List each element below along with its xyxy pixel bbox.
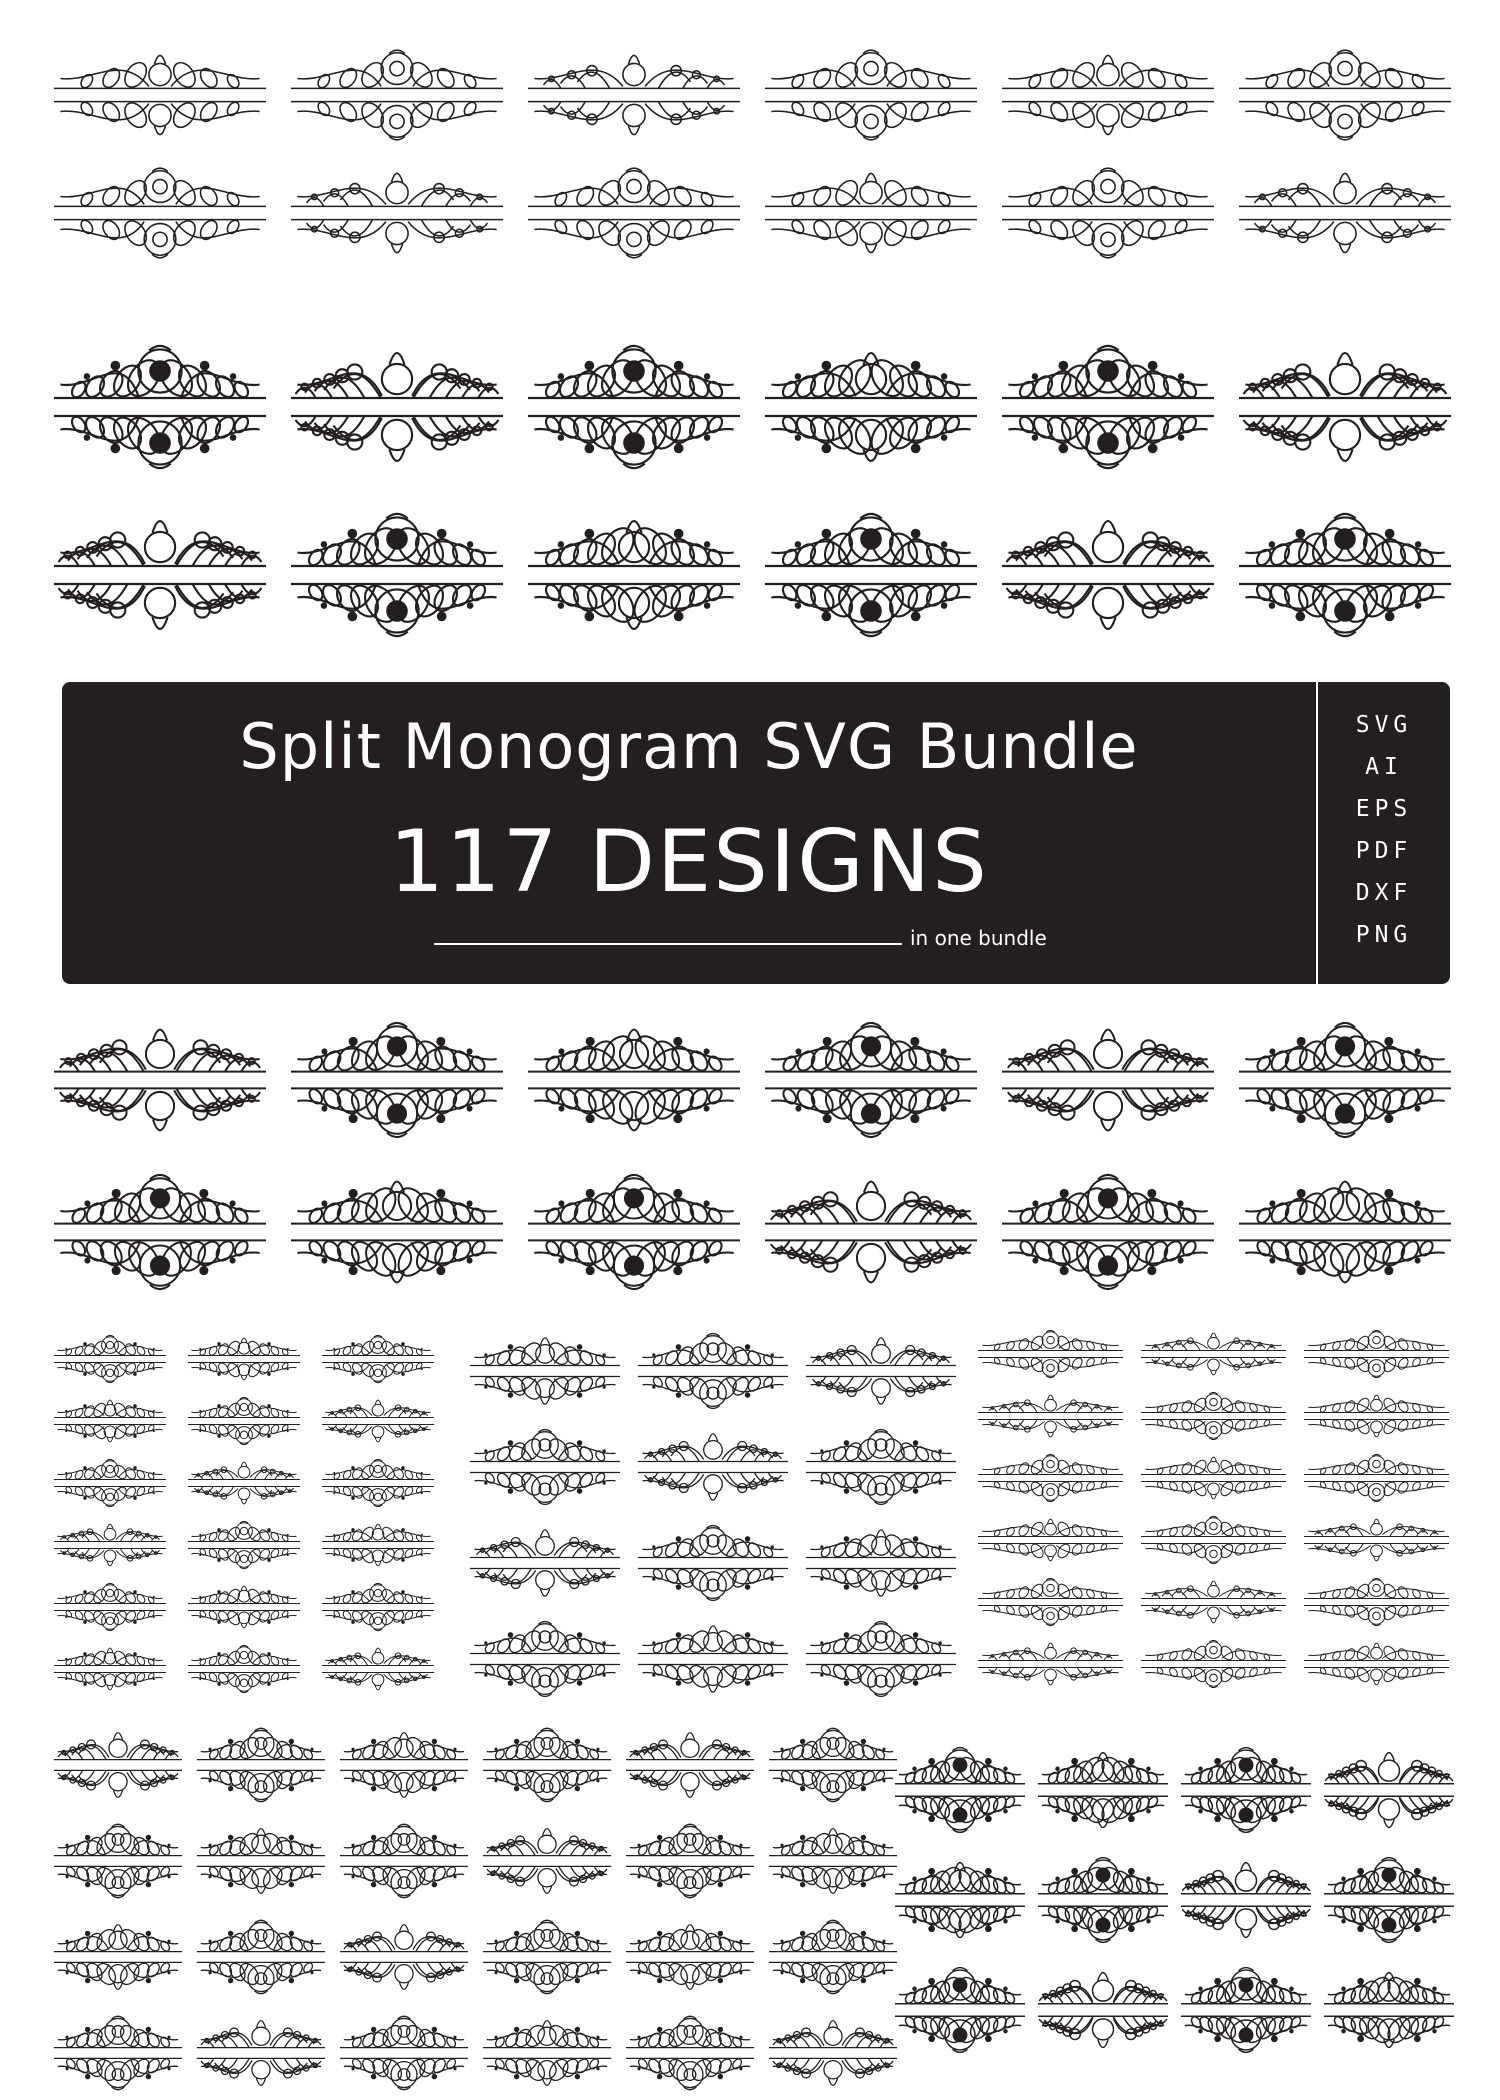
floral-swirl-split-monogram-icon: [54, 55, 266, 134]
floral-swirl-split-monogram-icon: [1239, 50, 1451, 140]
small-filigree-split-monogram-icon: [54, 1524, 166, 1566]
floral-bouquet-split-monogram-icon: [1181, 1748, 1311, 1833]
heart-flourish-split-monogram-icon: [1304, 1454, 1449, 1501]
vintage-scroll-split-monogram-icon: [638, 1626, 788, 1692]
heart-flourish-split-monogram-icon: [1141, 1392, 1286, 1439]
heart-flourish-split-monogram-icon: [978, 1395, 1123, 1437]
ornate-filigree-split-monogram-icon: [528, 1175, 740, 1289]
bundle-tagline: in one bundle: [910, 926, 1047, 950]
floral-bouquet-split-monogram-icon: [1038, 1858, 1168, 1943]
lace-damask-split-monogram-icon: [769, 1920, 897, 1993]
lace-damask-split-monogram-icon: [769, 1728, 897, 1801]
heart-flourish-split-monogram-icon: [1141, 1640, 1286, 1687]
floral-swirl-split-monogram-icon: [1002, 168, 1214, 258]
heart-flourish-split-monogram-icon: [978, 1643, 1123, 1685]
lace-damask-split-monogram-icon: [340, 1733, 468, 1798]
small-filigree-split-monogram-icon: [188, 1397, 300, 1444]
rose-bouquet-split-monogram-icon: [528, 346, 740, 468]
small-filigree-split-monogram-icon: [54, 1648, 166, 1690]
rose-bouquet-split-monogram-icon: [1239, 353, 1451, 461]
lace-damask-split-monogram-icon: [483, 1728, 611, 1801]
lace-damask-split-monogram-icon: [340, 1824, 468, 1897]
floral-bouquet-split-monogram-icon: [895, 1863, 1025, 1938]
small-filigree-split-monogram-icon: [188, 1521, 300, 1568]
small-filigree-split-monogram-icon: [322, 1648, 434, 1690]
bundle-title-banner: [62, 682, 1450, 984]
file-format-list: [1318, 704, 1450, 956]
ornate-filigree-split-monogram-icon: [54, 1030, 266, 1131]
bundle-title: Split Monogram SVG Bundle: [239, 710, 1139, 783]
small-filigree-split-monogram-icon: [188, 1645, 300, 1692]
rose-bouquet-split-monogram-icon: [765, 353, 977, 461]
floral-swirl-split-monogram-icon: [528, 55, 740, 134]
title-underline: [434, 943, 902, 945]
rose-bouquet-split-monogram-icon: [54, 521, 266, 629]
floral-swirl-split-monogram-icon: [1002, 55, 1214, 134]
ornate-filigree-split-monogram-icon: [765, 1023, 977, 1137]
small-filigree-split-monogram-icon: [54, 1459, 166, 1506]
ornate-filigree-split-monogram-icon: [291, 1182, 503, 1283]
ornate-filigree-split-monogram-icon: [1239, 1182, 1451, 1283]
ornate-filigree-split-monogram-icon: [291, 1023, 503, 1137]
small-filigree-split-monogram-icon: [322, 1524, 434, 1566]
lace-damask-split-monogram-icon: [626, 1925, 754, 1990]
ornate-filigree-split-monogram-icon: [1239, 1023, 1451, 1137]
heart-flourish-split-monogram-icon: [978, 1578, 1123, 1625]
floral-bouquet-split-monogram-icon: [1324, 1973, 1454, 2048]
ornate-filigree-split-monogram-icon: [528, 1030, 740, 1131]
small-filigree-split-monogram-icon: [322, 1335, 434, 1382]
floral-bouquet-split-monogram-icon: [1181, 1968, 1311, 2053]
heart-flourish-split-monogram-icon: [978, 1519, 1123, 1561]
lace-damask-split-monogram-icon: [197, 1728, 325, 1801]
ornate-filigree-split-monogram-icon: [765, 1182, 977, 1283]
lace-damask-split-monogram-icon: [626, 1824, 754, 1897]
vintage-scroll-split-monogram-icon: [638, 1334, 788, 1409]
floral-swirl-split-monogram-icon: [528, 168, 740, 258]
lace-damask-split-monogram-icon: [54, 2016, 182, 2089]
ornate-filigree-split-monogram-icon: [1002, 1030, 1214, 1131]
rose-bouquet-split-monogram-icon: [54, 346, 266, 468]
heart-flourish-split-monogram-icon: [1304, 1395, 1449, 1437]
lace-damask-split-monogram-icon: [483, 2021, 611, 2086]
vintage-scroll-split-monogram-icon: [806, 1338, 956, 1404]
small-filigree-split-monogram-icon: [188, 1462, 300, 1504]
lace-damask-split-monogram-icon: [626, 2016, 754, 2089]
lace-damask-split-monogram-icon: [340, 1925, 468, 1990]
heart-flourish-split-monogram-icon: [1141, 1333, 1286, 1375]
small-filigree-split-monogram-icon: [54, 1400, 166, 1442]
small-filigree-split-monogram-icon: [322, 1400, 434, 1442]
lace-damask-split-monogram-icon: [197, 1829, 325, 1894]
floral-swirl-split-monogram-icon: [765, 50, 977, 140]
floral-bouquet-split-monogram-icon: [895, 1748, 1025, 1833]
heart-flourish-split-monogram-icon: [1304, 1643, 1449, 1685]
heart-flourish-split-monogram-icon: [1141, 1581, 1286, 1623]
lace-damask-split-monogram-icon: [769, 1829, 897, 1894]
design-count: 117 DESIGNS: [389, 812, 989, 912]
ornate-filigree-split-monogram-icon: [1002, 1175, 1214, 1289]
heart-flourish-split-monogram-icon: [978, 1330, 1123, 1377]
format-png: PNG: [1355, 922, 1413, 948]
lace-damask-split-monogram-icon: [197, 1920, 325, 1993]
heart-flourish-split-monogram-icon: [978, 1454, 1123, 1501]
vintage-scroll-split-monogram-icon: [806, 1430, 956, 1505]
lace-damask-split-monogram-icon: [197, 2021, 325, 2086]
lace-damask-split-monogram-icon: [340, 2016, 468, 2089]
vintage-scroll-split-monogram-icon: [806, 1622, 956, 1697]
lace-damask-split-monogram-icon: [769, 2021, 897, 2086]
lace-damask-split-monogram-icon: [54, 1733, 182, 1798]
vintage-scroll-split-monogram-icon: [470, 1530, 620, 1596]
heart-flourish-split-monogram-icon: [1304, 1519, 1449, 1561]
lace-damask-split-monogram-icon: [626, 1733, 754, 1798]
heart-flourish-split-monogram-icon: [1141, 1516, 1286, 1563]
rose-bouquet-split-monogram-icon: [765, 514, 977, 636]
floral-bouquet-split-monogram-icon: [1181, 1863, 1311, 1938]
small-filigree-split-monogram-icon: [322, 1583, 434, 1630]
vintage-scroll-split-monogram-icon: [470, 1622, 620, 1697]
heart-flourish-split-monogram-icon: [1304, 1578, 1449, 1625]
format-svg: SVG: [1355, 712, 1413, 738]
small-filigree-split-monogram-icon: [322, 1459, 434, 1506]
small-filigree-split-monogram-icon: [188, 1338, 300, 1380]
format-pdf: PDF: [1355, 838, 1413, 864]
heart-flourish-split-monogram-icon: [1141, 1457, 1286, 1499]
floral-swirl-split-monogram-icon: [291, 173, 503, 252]
rose-bouquet-split-monogram-icon: [1002, 346, 1214, 468]
format-dxf: DXF: [1355, 880, 1413, 906]
vintage-scroll-split-monogram-icon: [638, 1526, 788, 1601]
floral-swirl-split-monogram-icon: [291, 50, 503, 140]
floral-bouquet-split-monogram-icon: [1038, 1973, 1168, 2048]
format-eps: EPS: [1355, 796, 1413, 822]
lace-damask-split-monogram-icon: [54, 1925, 182, 1990]
heart-flourish-split-monogram-icon: [1304, 1330, 1449, 1377]
small-filigree-split-monogram-icon: [54, 1335, 166, 1382]
floral-bouquet-split-monogram-icon: [1038, 1753, 1168, 1828]
vintage-scroll-split-monogram-icon: [638, 1434, 788, 1500]
format-ai: AI: [1365, 754, 1403, 780]
vintage-scroll-split-monogram-icon: [470, 1338, 620, 1404]
ornate-filigree-split-monogram-icon: [54, 1175, 266, 1289]
lace-damask-split-monogram-icon: [54, 1824, 182, 1897]
small-filigree-split-monogram-icon: [54, 1583, 166, 1630]
rose-bouquet-split-monogram-icon: [1239, 514, 1451, 636]
rose-bouquet-split-monogram-icon: [528, 521, 740, 629]
lace-damask-split-monogram-icon: [483, 1920, 611, 1993]
vintage-scroll-split-monogram-icon: [470, 1430, 620, 1505]
floral-swirl-split-monogram-icon: [54, 168, 266, 258]
floral-swirl-split-monogram-icon: [765, 173, 977, 252]
floral-bouquet-split-monogram-icon: [1324, 1858, 1454, 1943]
lace-damask-split-monogram-icon: [483, 1829, 611, 1894]
rose-bouquet-split-monogram-icon: [291, 514, 503, 636]
floral-swirl-split-monogram-icon: [1239, 173, 1451, 252]
rose-bouquet-split-monogram-icon: [291, 353, 503, 461]
rose-bouquet-split-monogram-icon: [1002, 521, 1214, 629]
small-filigree-split-monogram-icon: [188, 1586, 300, 1628]
floral-bouquet-split-monogram-icon: [895, 1968, 1025, 2053]
vintage-scroll-split-monogram-icon: [806, 1530, 956, 1596]
floral-bouquet-split-monogram-icon: [1324, 1753, 1454, 1828]
